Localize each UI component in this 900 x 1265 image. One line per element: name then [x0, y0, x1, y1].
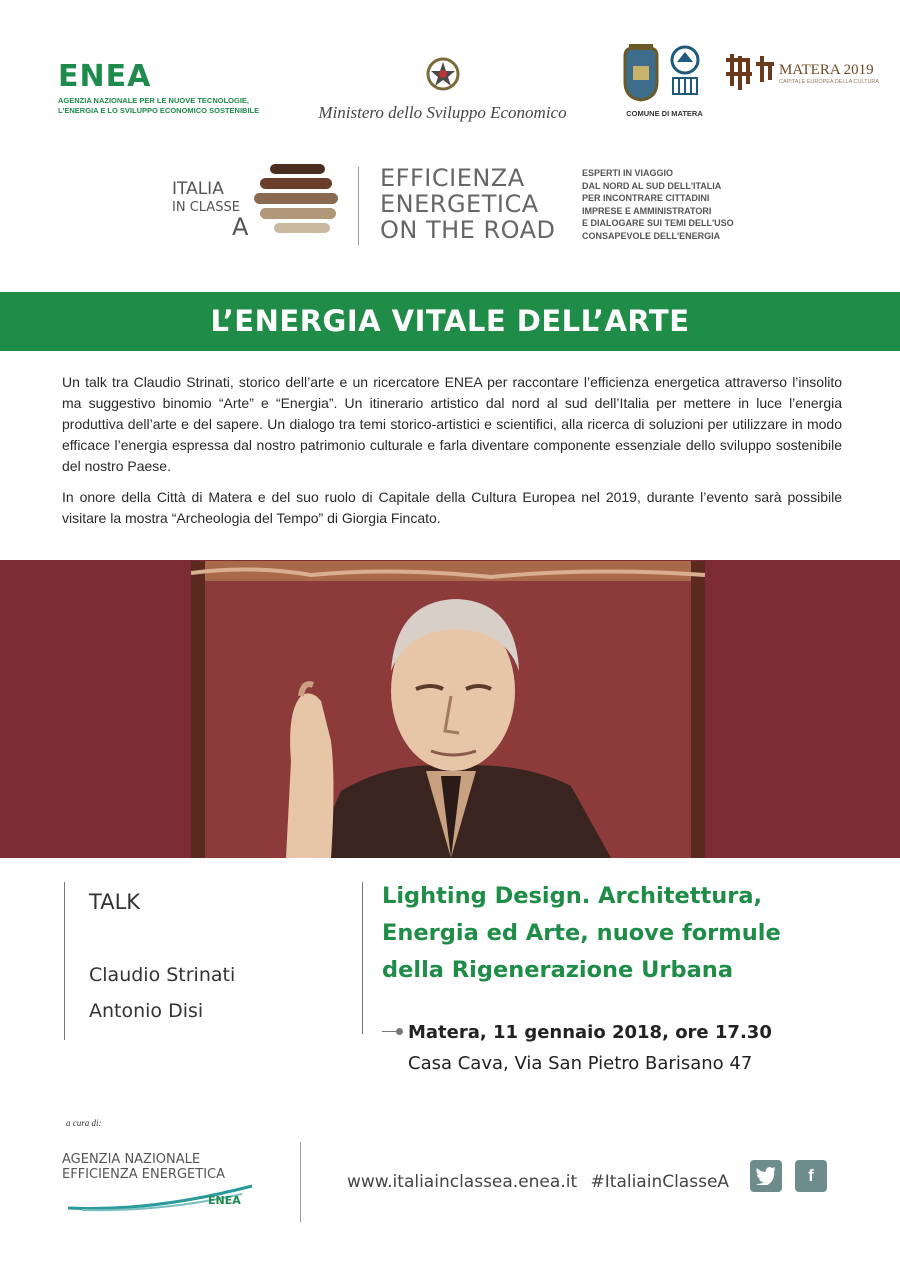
- ministero-logo: [310, 52, 575, 123]
- event-title-line3: della Rigenerazione Urbana: [382, 957, 734, 983]
- website-link[interactable]: www.italiainclassea.enea.it: [347, 1172, 578, 1192]
- tagline-line: CONSAPEVOLE DELL'ENERGIA: [582, 230, 721, 241]
- ministero-text: Ministero dello Sviluppo Economico: [318, 103, 567, 122]
- matera-subtitle: CAPITALE EUROPEA DELLA CULTURA: [779, 79, 880, 85]
- event-title-line1: Lighting Design. Architettura,: [382, 883, 763, 909]
- efficienza-title: [380, 165, 556, 243]
- efficienza-line3: ON THE ROAD: [380, 216, 556, 244]
- speaker-name-2: Antonio Disi: [89, 1000, 204, 1022]
- tagline-line: DAL NORD AL SUD DELL'ITALIA: [582, 180, 722, 191]
- italia-logo-line3: A: [232, 213, 249, 241]
- agenzia-line2: EFFICIENZA ENERGETICA: [62, 1167, 226, 1182]
- twitter-icon[interactable]: [750, 1160, 782, 1192]
- event-bullet-icon: [396, 1028, 403, 1035]
- event-title: [382, 878, 882, 989]
- event-divider: [362, 882, 363, 1034]
- a-cura-di: a cura di:: [66, 1118, 102, 1128]
- enea-subtitle-1: AGENZIA NAZIONALE PER LE NUOVE TECNOLOGIE,: [58, 96, 249, 105]
- event-title-line2: Energia ed Arte, nuove formule: [382, 920, 781, 946]
- comune-label: COMUNE DI MATERA: [626, 109, 703, 118]
- enea-wordmark: ENEA: [58, 59, 152, 94]
- matera2019-logo: [722, 50, 892, 92]
- description-paragraph-1: Un talk tra Claudio Strinati, storico dell’arte e un ricercatore ENEA per raccontare l’efficienza energetica attraverso l’insolito ma suggestivo binomio “Arte” e “Energia”. Un itinerario artistico dal nord al sud dell’Italia per mettere in luce l’energia produttiva dell’arte e del sapere. Un dialogo tra temi storico-artistici e scientifici, alla ricerca di soluzioni per utilizzare in modo efficace l’energia espressa dal nostro patrimonio culturale e farla diventare componente essenziale dello sviluppo sostenibile del nostro Paese.: [62, 374, 842, 474]
- description-paragraph-2: In onore della Città di Matera e del suo ruolo di Capitale della Cultura Europea nel 2019, durante l’evento sarà possibile visitare la mostra “Archeologia del Tempo” di Giorgia Fincato.: [62, 489, 842, 526]
- matera-mark-icon: [722, 50, 777, 92]
- comune-logo: [612, 42, 717, 118]
- italian-emblem-icon: [423, 52, 463, 96]
- speaker-portrait-image: [191, 561, 705, 858]
- matera-crest-icon: [615, 42, 715, 104]
- efficienza-line1: EFFICIENZA: [380, 164, 525, 192]
- hashtag-link[interactable]: #ItaliainClasseA: [590, 1172, 730, 1192]
- tagline-line: PER INCONTRARE CITTADINI: [582, 193, 710, 203]
- enea-logo: [58, 59, 273, 116]
- agenzia-swoosh-icon: [62, 1182, 262, 1214]
- footer-links: [347, 1172, 729, 1192]
- event-place: Casa Cava, Via San Pietro Barisano 47: [408, 1053, 753, 1074]
- italia-logo-line2: IN CLASSE: [172, 200, 240, 215]
- agenzia-line1: AGENZIA NAZIONALE: [62, 1152, 201, 1167]
- italia-logo-line1: ITALIA: [172, 179, 224, 199]
- campaign-divider: [358, 167, 359, 245]
- striped-hand-icon: [250, 160, 345, 240]
- matera-name: MATERA 2019: [779, 62, 874, 78]
- enea-subtitle-2: L'ENERGIA E LO SVILUPPO ECONOMICO SOSTENIBILE: [58, 106, 260, 115]
- speaker-name-1: Claudio Strinati: [89, 964, 236, 986]
- agenzia-enea-mark: ENEA: [208, 1194, 241, 1207]
- footer-divider: [300, 1142, 301, 1222]
- agenzia-logo: [62, 1152, 282, 1219]
- speaker-photo: [191, 561, 705, 858]
- event-date: Matera, 11 gennaio 2018, ore 17.30: [408, 1022, 772, 1043]
- title-banner: L’ENERGIA VITALE DELL’ARTE: [0, 292, 900, 351]
- tagline-line: ESPERTI IN VIAGGIO: [582, 168, 674, 178]
- tagline-line: IMPRESE E AMMINISTRATORI: [582, 205, 712, 216]
- description: [62, 372, 842, 539]
- talk-column: [64, 882, 325, 1040]
- campaign-tagline: [582, 167, 772, 242]
- talk-label: TALK: [89, 890, 141, 914]
- italia-in-classe-a-logo: [170, 160, 345, 245]
- tagline-line: E DIALOGARE SUI TEMI DELL'USO: [582, 218, 734, 228]
- facebook-icon[interactable]: f: [795, 1160, 827, 1192]
- efficienza-line2: ENERGETICA: [380, 190, 539, 218]
